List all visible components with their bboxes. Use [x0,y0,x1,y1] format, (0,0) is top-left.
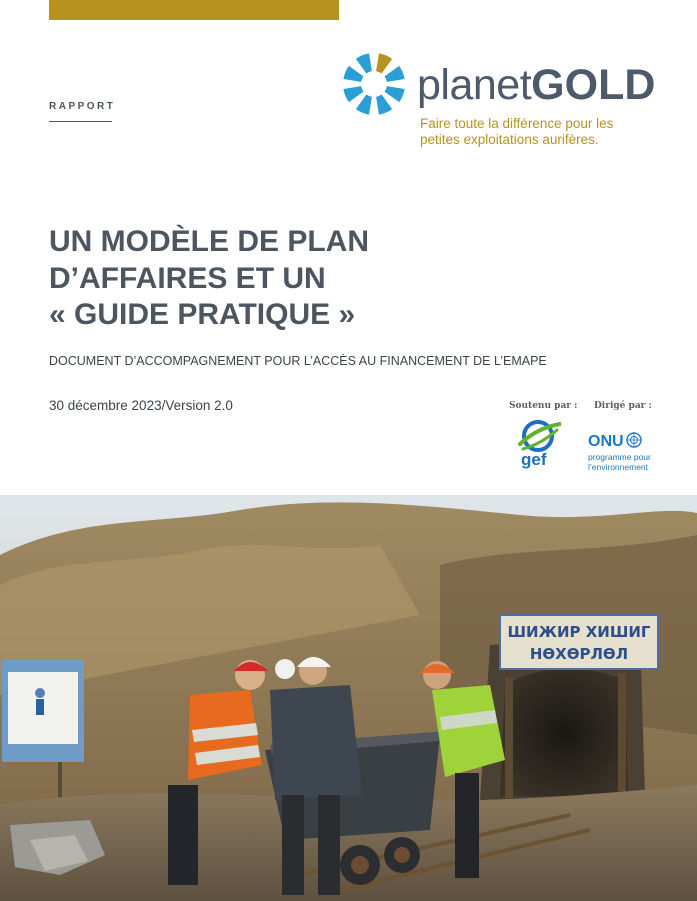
mine-sign-line1: ШИЖИР ХИШИГ [507,623,651,641]
sun-segment [376,53,392,73]
planetgold-wordmark: planetGOLD [417,61,656,109]
onu-program-line1: programme pour [588,452,651,462]
document-title: UN MODÈLE DE PLAN D’AFFAIRES ET UN « GUIDE PRATIQUE » [49,225,370,331]
sun-segment [343,86,363,102]
planetgold-logo [341,50,681,150]
cover-photo-mine-entrance [0,495,697,901]
un-emblem-icon [626,432,642,448]
document-subtitle: DOCUMENT D’ACCOMPAGNEMENT POUR L’ACCÈS AU FINANCEMENT DE L’EMAPE [49,354,547,368]
sun-segment [356,53,372,73]
onu-name: ONU [588,433,624,450]
onu-program-line2: l’environnement [588,462,649,472]
planetgold-sun-icon [341,51,407,117]
document-date-version: 30 décembre 2023/Version 2.0 [49,398,233,413]
top-accent-bar [49,0,339,20]
sun-segment [385,86,405,102]
supported-by-label: Soutenu par : [509,401,578,411]
sun-segment [356,95,372,115]
gef-name: gef [521,450,547,469]
sun-segment [385,66,405,82]
planetgold-tagline: Faire toute la différence pour les petites exploitations aurifères. [420,116,614,147]
sun-segment [343,66,363,82]
report-type-label: RAPPORT [49,101,116,112]
unep-logo [588,432,668,472]
led-by-label: Dirigé par : [594,401,652,411]
mine-sign-line2: НӨХӨРЛӨЛ [529,645,629,663]
sun-segment [376,95,392,115]
report-label-underline [49,121,112,122]
